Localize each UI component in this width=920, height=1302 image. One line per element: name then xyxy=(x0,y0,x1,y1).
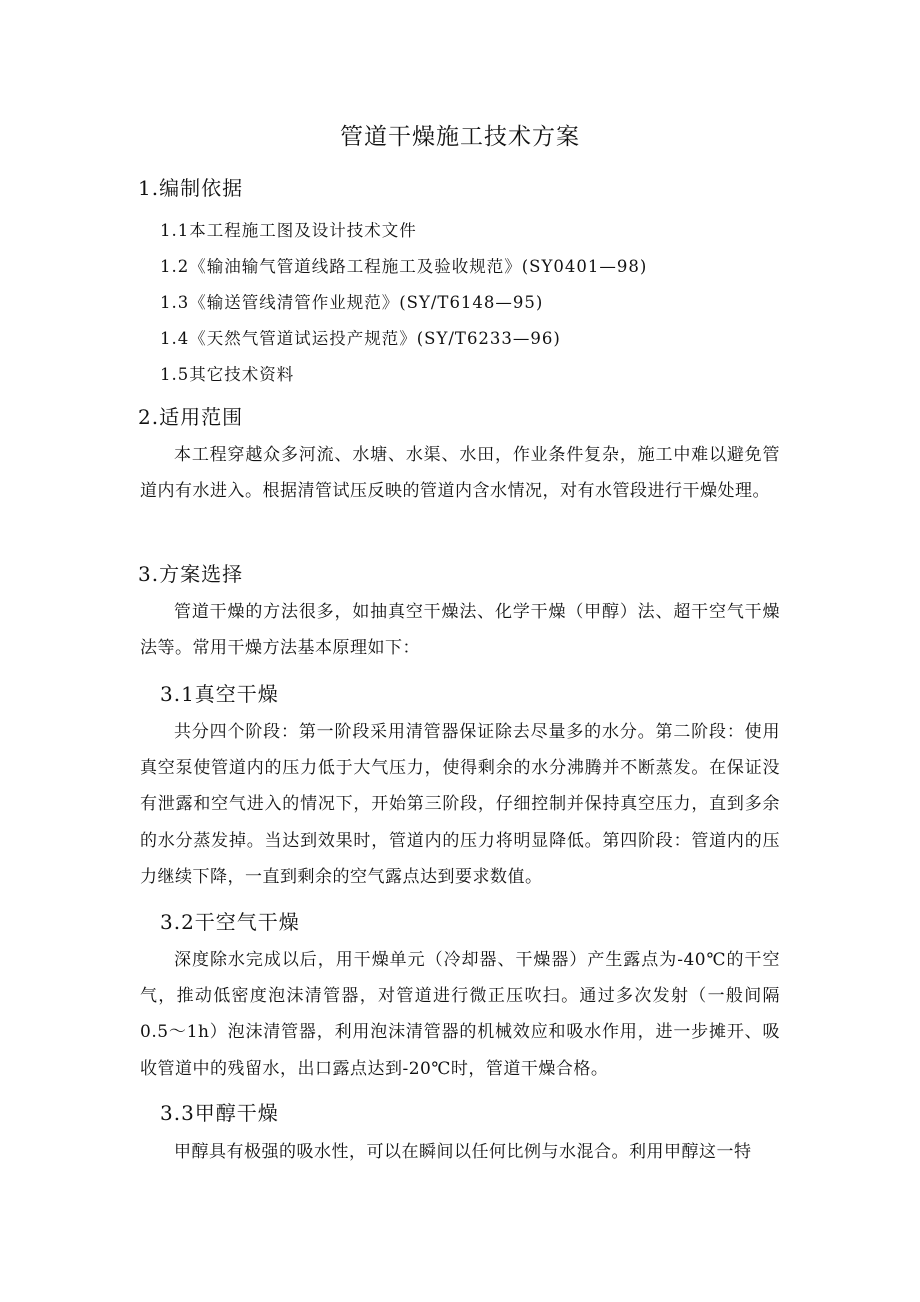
vacuum-paragraph: 共分四个阶段：第一阶段采用清管器保证除去尽量多的水分。第二阶段：使用真空泵使管道内的压力低于大气压力，使得剩余的水分沸腾并不断蒸发。在保证没有泄露和空气进入的情况下，开始第三阶段，仔细控制并保持真空压力，直到多余的水分蒸发掉。当达到效果时，管道内的压力将明显降低。第四阶段：管道内的压力继续下降，一直到剩余的空气露点达到要求数值。 xyxy=(140,722,780,887)
section-heading-basis: 1.编制依据 xyxy=(138,176,244,200)
document-title: 管道干燥施工技术方案 xyxy=(340,124,580,150)
basis-item-1: 1.1本工程施工图及设计技术文件 xyxy=(160,221,417,240)
plan-paragraph: 管道干燥的方法很多，如抽真空干燥法、化学干燥（甲醇）法、超干空气干燥法等。常用干燥方法基本原理如下： xyxy=(140,602,780,659)
dry-air-paragraph: 深度除水完成以后，用干燥单元（冷却器、干燥器）产生露点为-40℃的干空气，推动低密度泡沫清管器，对管道进行微正压吹扫。通过多次发射（一般间隔0.5～1h）泡沫清管器，利用泡沫清管器的机械效应和吸水作用，进一步摊开、吸收管道中的残留水，出口露点达到-20℃时，管道干燥合格。 xyxy=(140,950,780,1079)
basis-item-3: 1.3《输送管线清管作业规范》(SY/T6148—95) xyxy=(160,293,544,312)
basis-item-2: 1.2《输油输气管道线路工程施工及验收规范》(SY0401—98) xyxy=(160,257,648,276)
subsection-heading-vacuum: 3.1真空干燥 xyxy=(160,682,279,706)
scope-paragraph: 本工程穿越众多河流、水塘、水渠、水田，作业条件复杂，施工中难以避免管道内有水进入。根据清管试压反映的管道内含水情况，对有水管段进行干燥处理。 xyxy=(140,445,780,502)
section-heading-scope: 2.适用范围 xyxy=(138,405,244,429)
methanol-paragraph: 甲醇具有极强的吸水性，可以在瞬间以任何比例与水混合。利用甲醇这一特 xyxy=(174,1142,752,1162)
section-heading-plan: 3.方案选择 xyxy=(138,562,244,586)
subsection-heading-dry-air: 3.2干空气干燥 xyxy=(160,910,300,934)
basis-item-5: 1.5其它技术资料 xyxy=(160,365,295,384)
subsection-heading-methanol: 3.3甲醇干燥 xyxy=(160,1101,279,1125)
basis-item-4: 1.4《天然气管道试运投产规范》(SY/T6233—96) xyxy=(160,329,561,348)
